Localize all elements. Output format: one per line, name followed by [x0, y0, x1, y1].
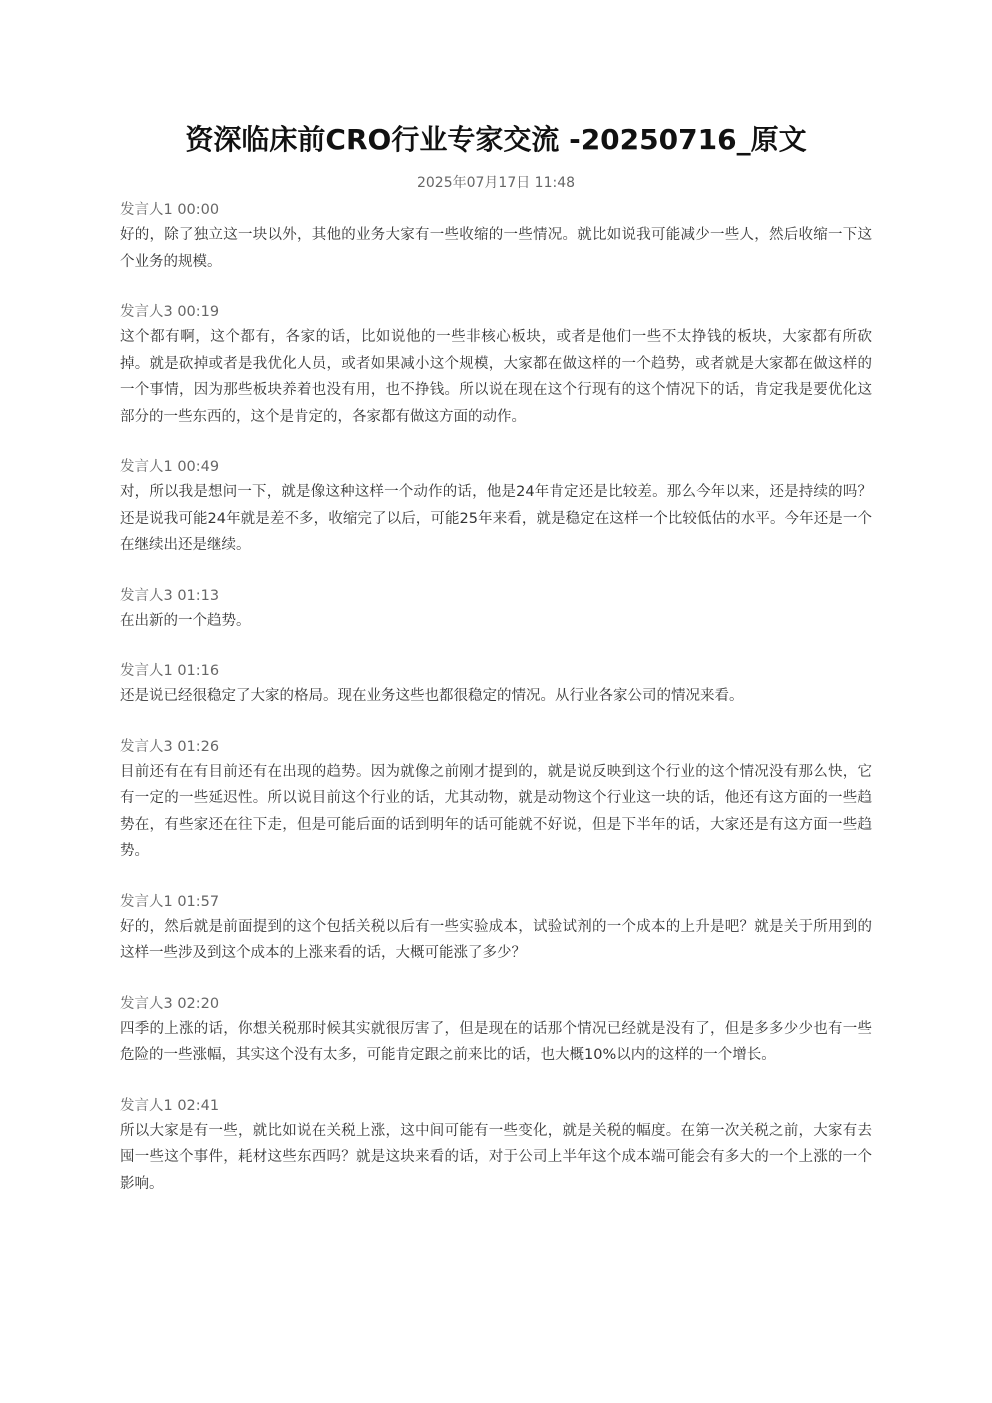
speech-text: 这个都有啊，这个都有，各家的话，比如说他的一些非核心板块，或者是他们一些不太挣钱的板块，大家都有所砍掉。就是砍掉或者是我优化人员，或者如果减小这个规模，大家都在做这样的一个趋势，或者就是大家都在做这样的一个事情，因为那些板块养着也没有用，也不挣钱。所以说在现在这个行现有的这个情况下的话，肯定我是要优化这部分的一些东西的，这个是肯定的，各家都有做这方面的动作。	[120, 329, 872, 425]
speaker-timestamp: 发言人1 01:16	[120, 663, 220, 679]
transcript-entry	[120, 455, 872, 559]
speech-text: 四季的上涨的话，你想关税那时候其实就很厉害了，但是现在的话那个情况已经就是没有了，但是多多少少也有一些危险的一些涨幅，其实这个没有太多，可能肯定跟之前来比的话，也大概10%以内的这样的一个增长。	[120, 1020, 872, 1063]
speaker-timestamp: 发言人1 02:41	[120, 1097, 220, 1114]
speaker-timestamp: 发言人3 02:20	[120, 995, 220, 1012]
speaker-timestamp: 发言人1 00:49	[120, 459, 220, 475]
speech-text: 所以大家是有一些，就比如说在关税上涨，这中间可能有一些变化，就是关税的幅度。在第一次关税之前，大家有去囤一些这个事件，耗材这些东西吗？就是这块来看的话，对于公司上半年这个成本端可能会有多大的一个上涨的一个影响。	[120, 1122, 872, 1192]
speech-text: 目前还有在有目前还有在出现的趋势。因为就像之前刚才提到的，就是说反映到这个行业的这个情况没有那么快，它有一定的一些延迟性。所以说目前这个行业的话，尤其动物，就是动物这个行业这一块的话，他还有这方面的一些趋势在，有些家还在往下走，但是可能后面的话到明年的话可能就不好说，但是下半年的话，大家还是有这方面一些趋势。	[120, 763, 872, 859]
speaker-timestamp: 发言人3 01:13	[120, 587, 220, 604]
document-datetime: 2025年07月17日 11:48	[416, 175, 576, 191]
speech-text: 对，所以我是想问一下，就是像这种这样一个动作的话，他是24年肯定还是比较差。那么今年以来，还是持续的吗？还是说我可能24年就是差不多，收缩完了以后，可能25年来看，就是稳定在这样一个比较低估的水平。今年还是一个在继续出还是继续。	[120, 484, 872, 553]
document-title: 资深临床前CRO行业专家交流 -20250716_原文	[185, 123, 807, 156]
speaker-timestamp: 发言人3 00:19	[120, 304, 220, 320]
transcript	[120, 198, 872, 1222]
speech-text: 好的，除了独立这一块以外，其他的业务大家有一些收缩的一些情况。就比如说我可能减少一些人，然后收缩一下这个业务的规模。	[120, 227, 872, 270]
transcript-entry	[120, 198, 872, 275]
speaker-timestamp: 发言人3 01:26	[120, 738, 220, 755]
transcript-entry	[120, 300, 872, 430]
transcript-entry	[120, 584, 872, 635]
speech-text: 好的，然后就是前面提到的这个包括关税以后有一些实验成本，试验试剂的一个成本的上升是吧？就是关于所用到的这样一些涉及到这个成本的上涨来看的话，大概可能涨了多少？	[120, 918, 872, 961]
speech-text: 在出新的一个趋势。	[120, 612, 251, 629]
transcript-entry	[120, 735, 872, 865]
speaker-timestamp: 发言人1 00:00	[120, 202, 220, 218]
transcript-entry	[120, 992, 872, 1069]
speaker-timestamp: 发言人1 01:57	[120, 893, 220, 910]
transcript-entry	[120, 890, 872, 967]
transcript-entry	[120, 659, 872, 710]
transcript-entry	[120, 1094, 872, 1198]
speech-text: 还是说已经很稳定了大家的格局。现在业务这些也都很稳定的情况。从行业各家公司的情况来看。	[120, 688, 744, 704]
